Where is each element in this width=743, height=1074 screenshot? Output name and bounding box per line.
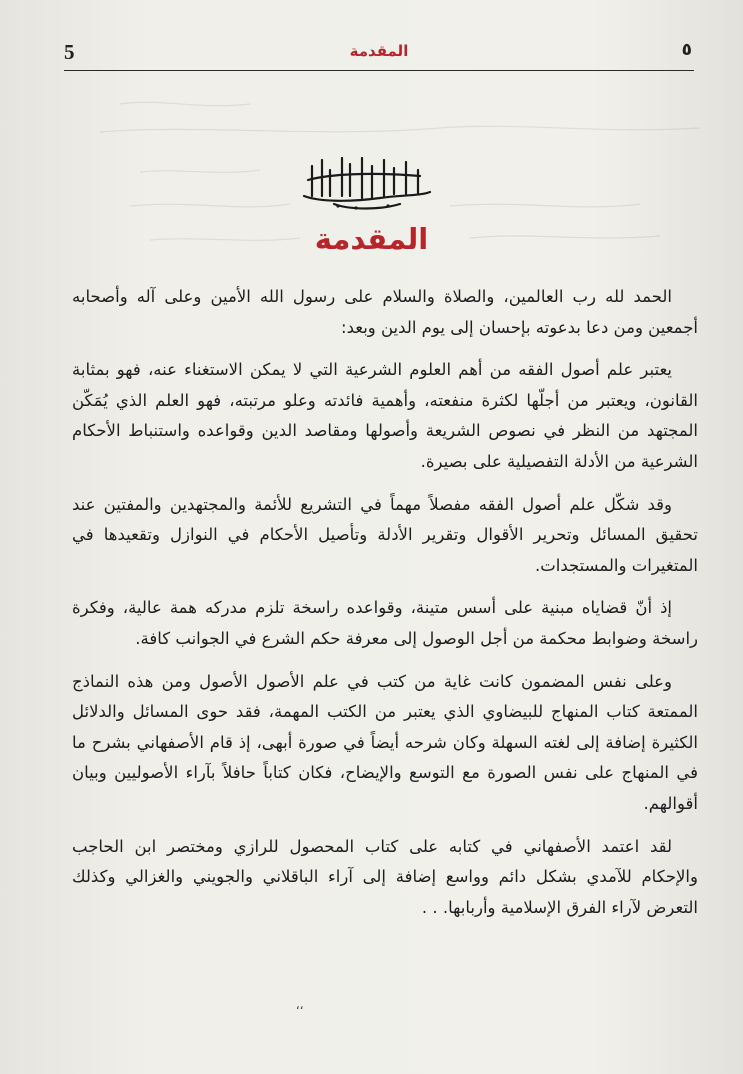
footer-mark: ‘‘ xyxy=(296,1004,304,1018)
paragraph-opening: الحمد لله رب العالمين، والصلاة والسلام على رسول الله الأمين وعلى آله وأصحابه أجمعين ومن دعا بدعوته بإحسان إلى يوم الدين وبعد: xyxy=(72,287,698,337)
running-title: المقدمة xyxy=(349,42,409,60)
chapter-title: المقدمة xyxy=(314,222,429,256)
page-number-arabic: ٥ xyxy=(681,40,692,60)
paragraph-foundations: إذ أنّ قضاياه مبنية على أسس متينة، وقواعده راسخة تلزم مدركه همة عالية، وفكرة راسخة وضوابط محكمة من أجل الوصول إلى معرفة حكم الشرع في الجوانب كافة. xyxy=(72,598,698,648)
paragraph-importance: يعتبر علم أصول الفقه من أهم العلوم الشرعية التي لا يمكن الاستغناء عنه، فهو بمثابة القانون، ويعتبر من أجلّها لكثرة منفعته، وأهمية فائدته وعلو مرتبته، فهو العلم الذي يُمَكّن المجتهد من النظر في نصوص الشريعة وأصولها ومقاصد الدين وقواعده واستنباط الأحكام الشرعية من الأدلة التفصيلية على بصيرة. xyxy=(72,360,698,471)
basmala-calligraphy-icon xyxy=(290,152,440,212)
paragraph-minhaj: وعلى نفس المضمون كانت غاية من كتب في علم الأصول الأصول ومن هذه النماذج الممتعة كتاب المنهاج للبيضاوي الذي يعتبر من الكتب المهمة، فقد حوى المسائل والدلائل الكثيرة إضافة إلى لغته السهلة وكان شرحه أيضاً في صورة أبهى، إذ قام الأصفهاني بشرح ما في المنهاج على نفس الصورة مع التوسع والإيضاح، فكان كتاباً حافلاً بآراء الأصوليين وبيان أقوالهم. xyxy=(72,671,698,813)
page-number-latin: 5 xyxy=(64,40,75,64)
paragraph-sources: لقد اعتمد الأصفهاني في كتابه على كتاب المحصول للرازي ومختصر ابن الحاجب والإحكام للآمدي بشكل دائم وواسع إضافة إلى آراء الباقلاني والجويني والغزالي وكذلك التعرض لآراء الفرق الإسلامية وأربابها. . . xyxy=(72,836,698,917)
body-text xyxy=(72,282,698,935)
page-header xyxy=(64,40,694,71)
paragraph-role: وقد شكّل علم أصول الفقه مفصلاً مهماً في التشريع للأئمة والمجتهدين والمفتين عند تحقيق المسائل وتحرير الأقوال وتقرير الأدلة وتأصيل الأحكام في النوازل وتقعيدها في المتغيرات والمستجدات. xyxy=(72,494,698,575)
